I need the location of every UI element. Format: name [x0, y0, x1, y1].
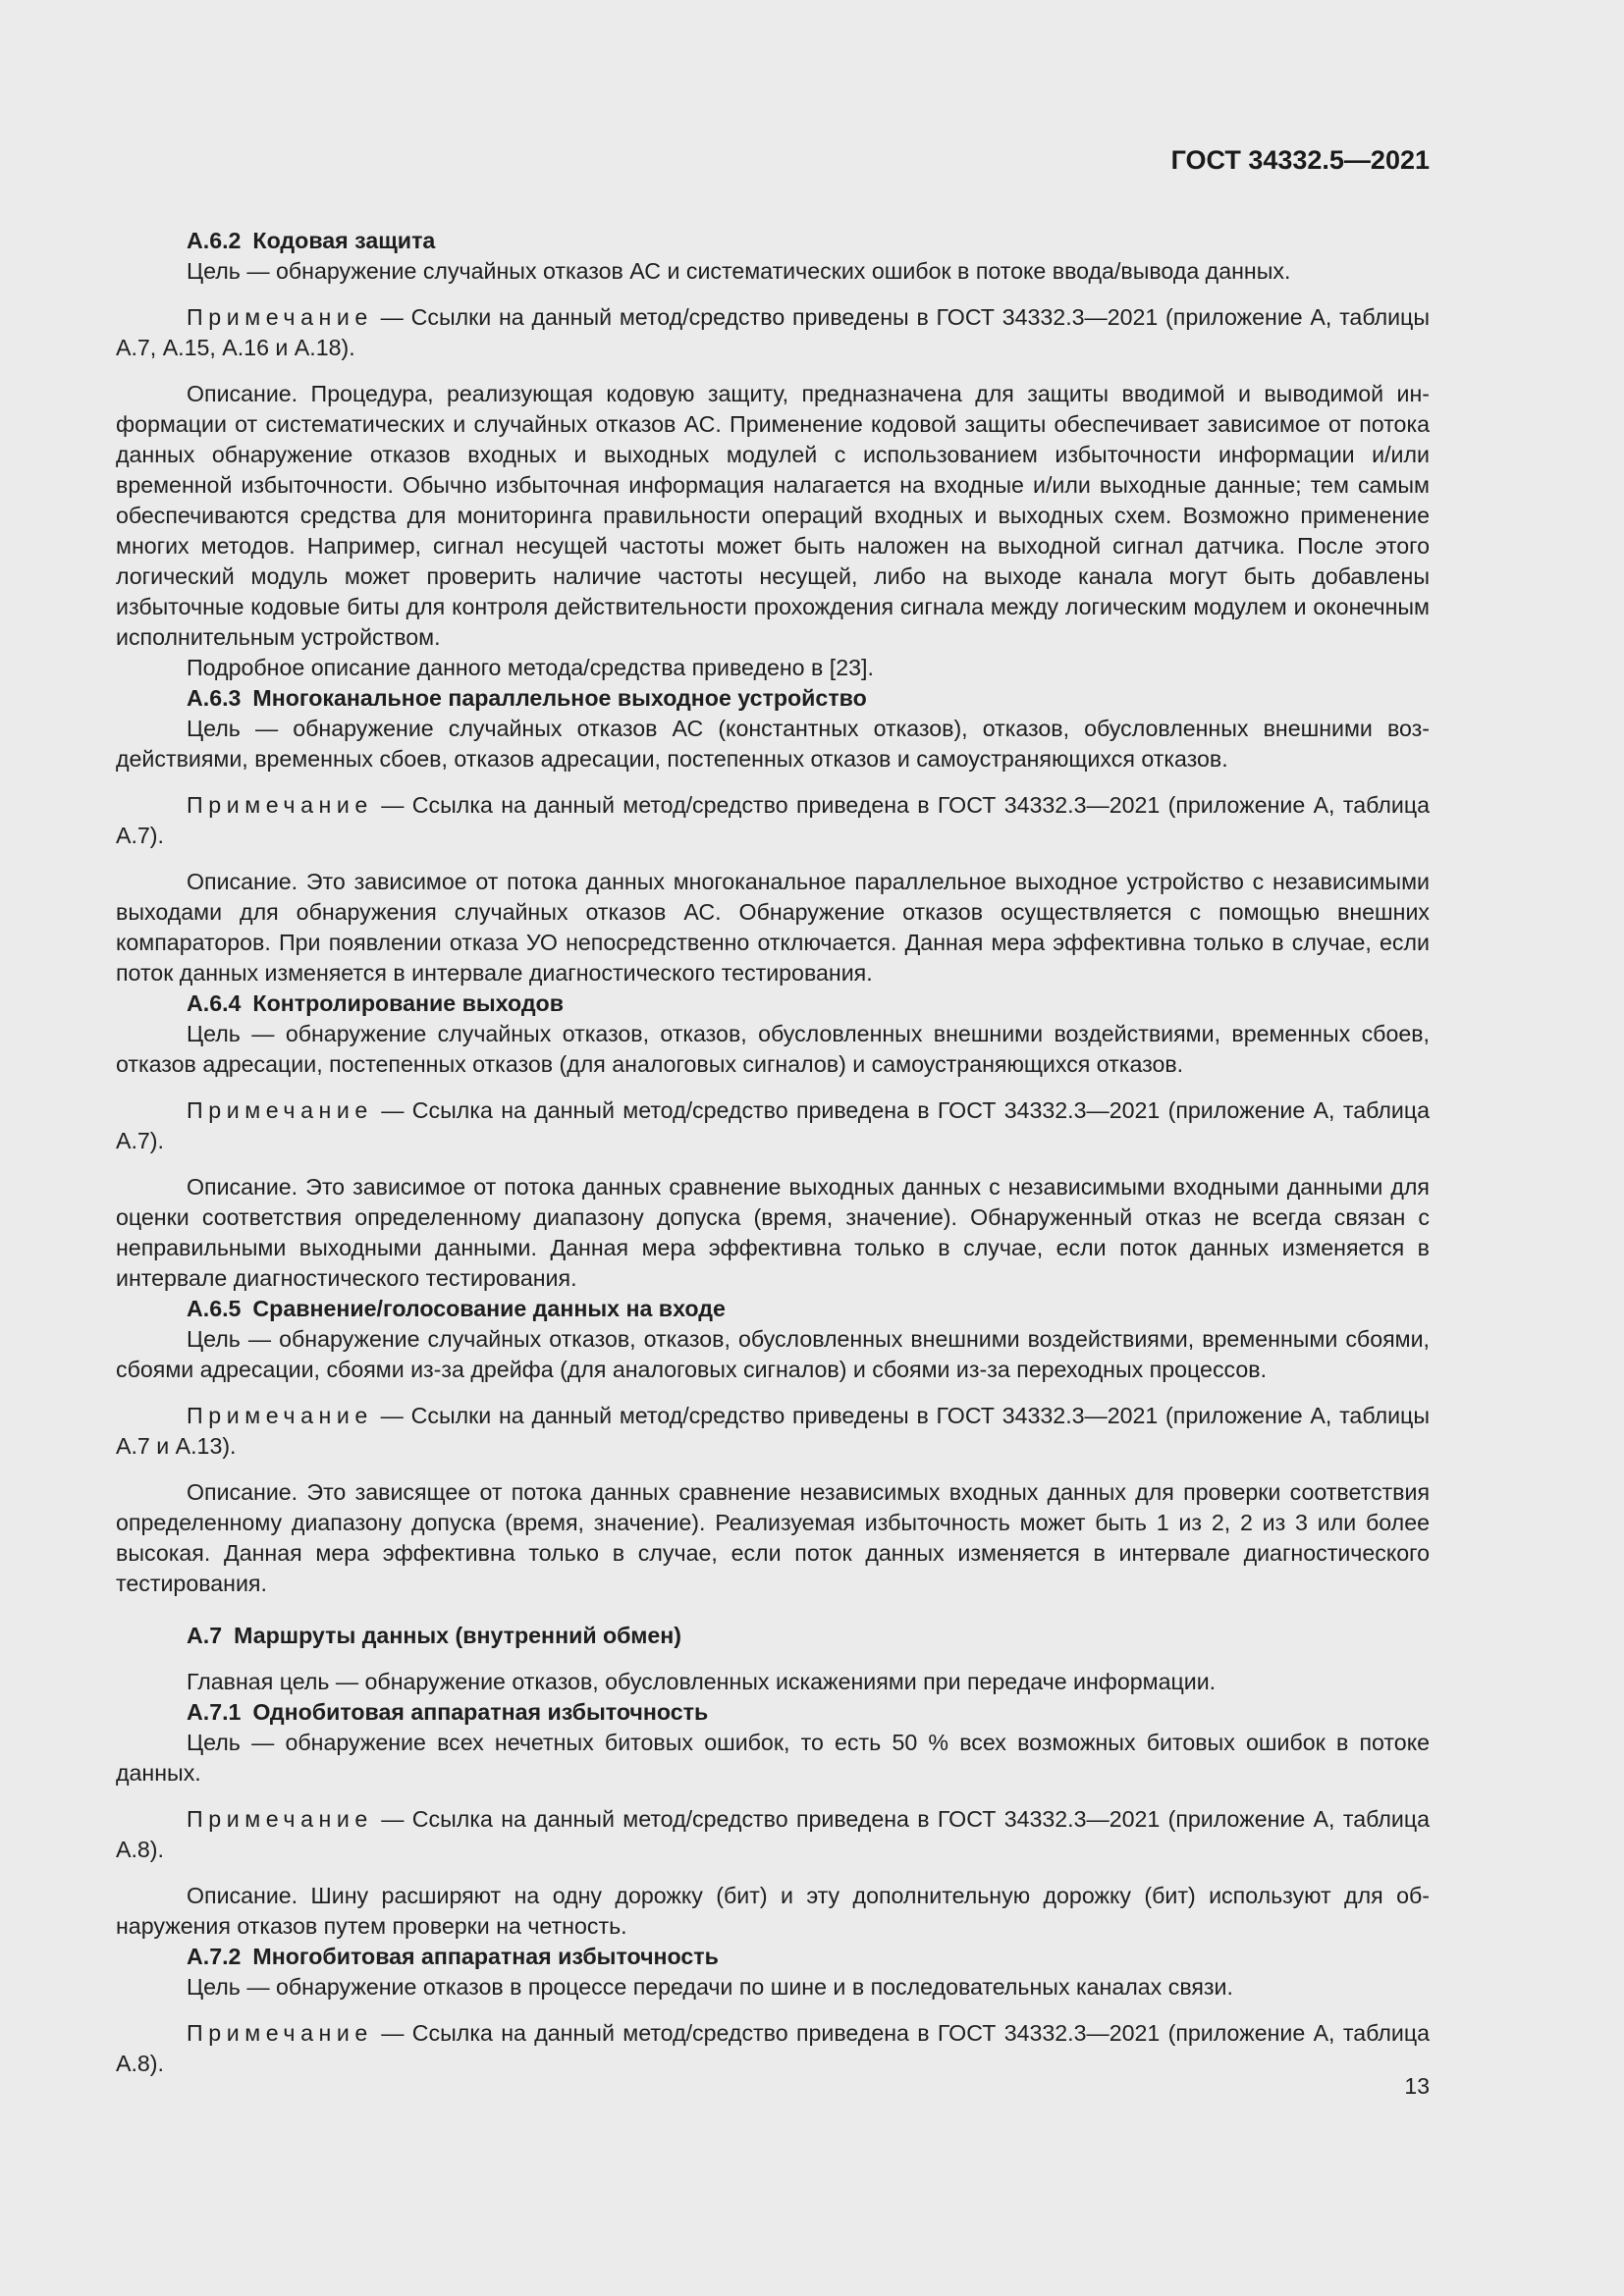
section-goal-a63: Цель — обнаружение случайных отказов АС (константных отказов), отказов, обусловленных внешними воздействиями, временных сбоев, отказов адресации, постепенных отказов и самоустраняющихся отказов. — [116, 716, 1430, 772]
section-goal-a64: Цель — обнаружение случайных отказов, отказов, обусловленных внешними воздействиями, временных сбоев, отказов адресации, постепенных отказов (для аналоговых сигналов) и самоустраняющихся отказов. — [116, 1021, 1430, 1077]
section-title: Кодовая защита — [252, 228, 436, 253]
section-description-a64: Описание. Это зависимое от потока данных сравнение выходных данных с независимыми входными данными для оценки соответствия определенному диапазону допуска (время, значение). Обнаруженный отказ не всегда связан с неправильными выходными данными. Данная мера эффективна только в случае, если поток данных изменяется в интервале диагностического тестирования. — [116, 1174, 1430, 1291]
note-text: Ссылка на данный метод/средство приведена в ГОСТ 34332.3—2021 (приложение А, таблица А.8). — [116, 2020, 1430, 2076]
note-a62 — [116, 302, 1430, 363]
section-heading-a64 — [116, 988, 1430, 1019]
note-dash: — — [372, 1097, 412, 1123]
note-label: Примечание — [187, 1097, 373, 1123]
note-a72 — [116, 2018, 1430, 2079]
note-text: Ссылки на данный метод/средство приведены в ГОСТ 34332.3—2021 (приложение А, таблицы А.7, А.15, А.16 и А.18). — [116, 304, 1430, 360]
document-code-header: ГОСТ 34332.5—2021 — [1170, 145, 1430, 175]
section-detail-a62: Подробное описание данного метода/средства приведено в [23]. — [187, 655, 874, 680]
section-goal-a65: Цель — обнаружение случайных отказов, отказов, обусловленных внешними воздействиями, временными сбоями, сбоями адресации, сбоями из-за дрейфа (для аналоговых сигналов) и сбоями из-за переходных процессов. — [116, 1326, 1430, 1382]
section-goal-a62: Цель — обнаружение случайных отказов АС и систематических ошибок в потоке ввода/вывода данных. — [187, 258, 1291, 284]
section-description-a65: Описание. Это зависящее от потока данных сравнение независимых входных данных для проверки соответствия определенному диапазону допуска (время, значение). Реализуемая избыточность может быть 1 из 2, 2 из 3 или более высокая. Данная мера эффективна только в случае, если поток данных изменяется в интервале диагностического тестирования. — [116, 1479, 1430, 1596]
note-dash: — — [372, 304, 411, 330]
note-label: Примечание — [187, 304, 373, 330]
section-description-a63: Описание. Это зависимое от потока данных многоканальное параллельное выходное устройство с независимыми выходами для обнаружения случайных отказов АС. Обнаружение отказов осуществляется с помощью внешних компараторов. При появлении отказа УО непосредственно отключается. Данная мера эффективна только в случае, если поток данных изменяется в интервале диагностического тестирования. — [116, 869, 1430, 986]
section-number: А.7.1 — [187, 1699, 242, 1725]
section-number: А.7.2 — [187, 1944, 242, 1969]
section-number: А.7 — [187, 1623, 223, 1648]
note-text: Ссылка на данный метод/средство приведена в ГОСТ 34332.3—2021 (приложение А, таблица А.7). — [116, 1097, 1430, 1153]
section-description-a62: Описание. Процедура, реализующая кодовую защиту, предназначена для защиты вводимой и выводимой информации от систематических и случайных отказов АС. Применение кодовой защиты обеспечивает зависимое от потока данных обнаружение отказов входных и выходных модулей с использованием избыточности информации и/или временной избыточности. Обычно избыточная информация налагается на входные и/или выходные данные; тем самым обеспечиваются средства для мониторинга правильности операций входных и выходных схем. Возможно применение многих методов. Например, сигнал несущей частоты может быть наложен на выходной сигнал датчика. После этого логический модуль может проверить наличие частоты несущей, либо на выходе канала могут быть добавлены избыточные кодовые биты для контроля действительности прохождения сигнала между логическим модулем и оконечным исполнительным устройством. — [116, 381, 1430, 650]
section-heading-a72 — [116, 1942, 1430, 1972]
note-a71 — [116, 1804, 1430, 1865]
section-title: Многоканальное параллельное выходное устройство — [252, 685, 867, 711]
note-label: Примечание — [187, 1806, 373, 1832]
note-dash: — — [372, 792, 412, 818]
note-a64 — [116, 1095, 1430, 1156]
section-title: Контролирование выходов — [252, 990, 564, 1016]
section-goal-a71: Цель — обнаружение всех нечетных битовых ошибок, то есть 50 % всех возможных битовых ошибок в потоке данных. — [116, 1730, 1430, 1786]
section-heading-a71 — [116, 1697, 1430, 1728]
section-heading-a7 — [116, 1621, 1430, 1651]
page-number: 13 — [1404, 2073, 1430, 2099]
note-dash: — — [372, 1403, 411, 1428]
note-text: Ссылки на данный метод/средство приведены в ГОСТ 34332.3—2021 (приложение А, таблицы А.7 и А.13). — [116, 1403, 1430, 1459]
section-heading-a62 — [116, 226, 1430, 256]
note-text: Ссылка на данный метод/средство приведена в ГОСТ 34332.3—2021 (приложение А, таблица А.8). — [116, 1806, 1430, 1862]
note-dash: — — [372, 1806, 412, 1832]
note-a63 — [116, 790, 1430, 851]
page-content — [116, 226, 1430, 2079]
section-heading-a63 — [116, 683, 1430, 714]
note-a65 — [116, 1401, 1430, 1462]
note-dash: — — [372, 2020, 412, 2046]
section-number: А.6.4 — [187, 990, 242, 1016]
note-label: Примечание — [187, 2020, 373, 2046]
note-text: Ссылка на данный метод/средство приведена в ГОСТ 34332.3—2021 (приложение А, таблица А.7). — [116, 792, 1430, 848]
note-label: Примечание — [187, 1403, 373, 1428]
section-goal-a7: Главная цель — обнаружение отказов, обусловленных искажениями при передаче информации. — [187, 1669, 1217, 1694]
section-number: А.6.5 — [187, 1296, 242, 1321]
section-title: Однобитовая аппаратная избыточность — [252, 1699, 709, 1725]
section-description-a71: Описание. Шину расширяют на одну дорожку (бит) и эту дополнительную дорожку (бит) используют для обнаружения отказов путем проверки на четность. — [116, 1883, 1430, 1939]
note-label: Примечание — [187, 792, 373, 818]
section-title: Маршруты данных (внутренний обмен) — [234, 1623, 681, 1648]
section-number: А.6.3 — [187, 685, 242, 711]
section-title: Многобитовая аппаратная избыточность — [252, 1944, 719, 1969]
section-number: А.6.2 — [187, 228, 242, 253]
section-goal-a72: Цель — обнаружение отказов в процессе передачи по шине и в последовательных каналах связи. — [187, 1974, 1233, 2000]
section-title: Сравнение/голосование данных на входе — [252, 1296, 726, 1321]
section-heading-a65 — [116, 1294, 1430, 1324]
